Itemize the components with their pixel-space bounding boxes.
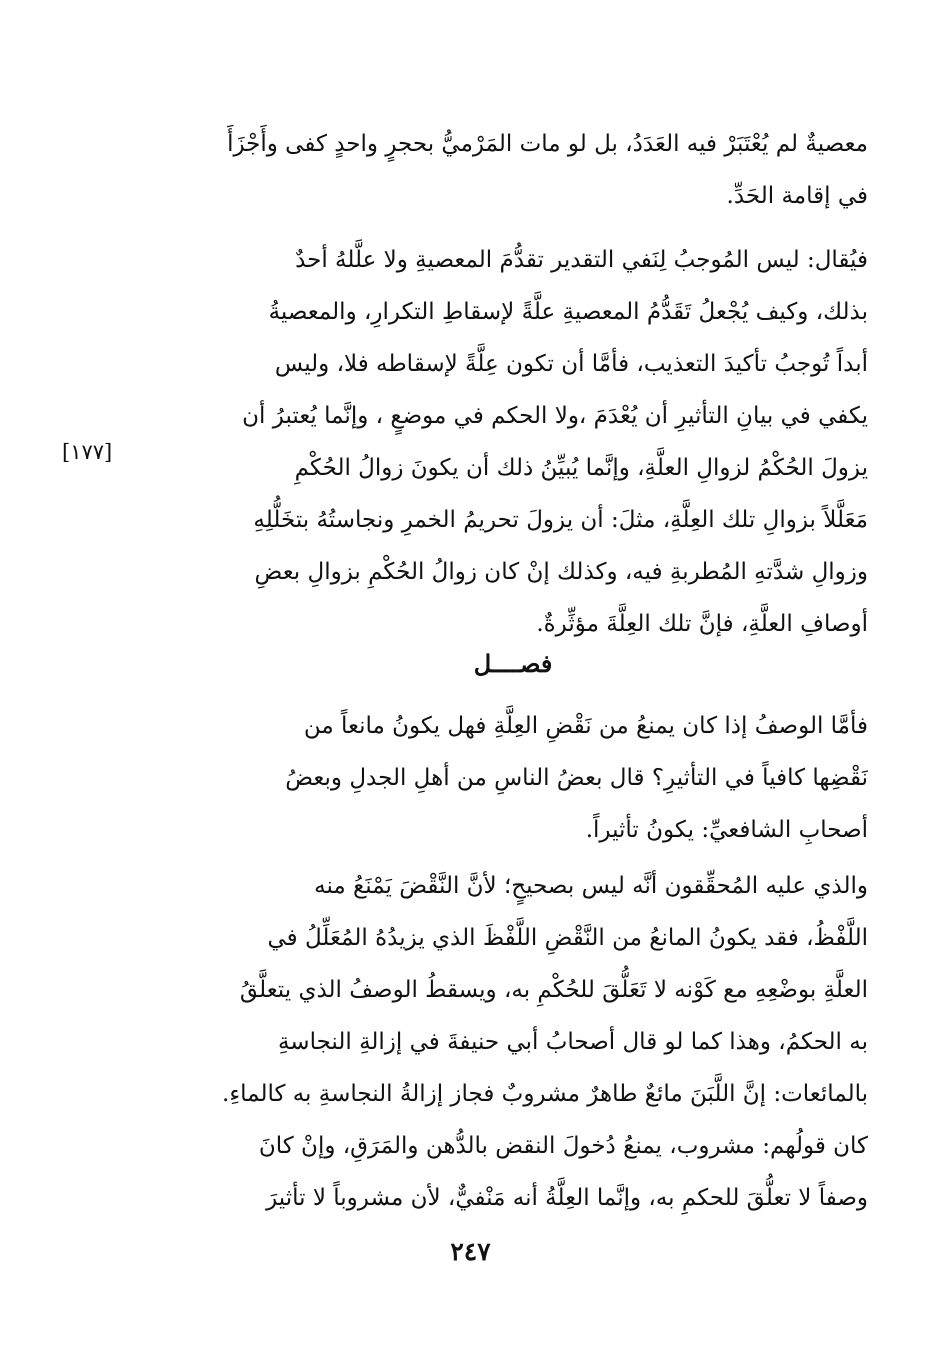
text-line: يكفي في بيانِ التأثيرِ أن يُعْدَمَ ،ولا الحكم في موضعٍ ، وإنَّما يُعتبرُ أن [242,403,868,429]
text-line: كان قولُهم: مشروب، يمنعُ دُخولَ النقض بالدُّهن والمَرَقِ، وإنْ كانَ [258,1133,868,1159]
manuscript-folio-marker: [١٧٧] [62,440,113,464]
text-line: يزولَ الحُكْمُ لزوالِ العلَّةِ، وإنَّما يُبيِّنُ ذلك أن يكونَ زوالُ الحُكْمِ [294,455,868,481]
text-line: مَعَلَّلاً بزوالِ تلك العِلَّةِ، مثلَ: أن يزولَ تحريمُ الخمرِ ونجاستُهُ بتخَلُّلِهِ [253,507,868,533]
paragraph-4 [158,860,868,1224]
text-line: فأمَّا الوصفُ إذا كان يمنعُ من نَقْضِ العِلَّةِ فهل يكونُ مانعاً من [303,713,868,739]
text-line: أبداً تُوجبُ تأكيدَ التعذيب، فأمَّا أن تكون عِلَّةً لإسقاطه فلا، وليس [274,351,868,377]
paragraph-2 [158,234,868,650]
text-line: بذلك، وكيف يُجْعلُ تَقَدُّمُ المعصيةِ علَّةً لإسقاطِ التكرارِ، والمعصيةُ [268,299,868,325]
text-line: أوصافِ العلَّةِ، فإنَّ تلك العِلَّةَ مؤثِّرةٌ. [536,611,868,637]
text-line: وزوالِ شدَّتهِ المُطربةِ فيه، وكذلك إنْ كان زوالُ الحُكْمِ بزوالِ بعضِ [254,559,868,585]
text-line: وصفاً لا تعلُّقَ للحكمِ به، وإنَّما العِلَّةُ أنه مَنْفيٌّ، لأن مشروباً لا تأثيرَ [266,1185,868,1211]
page-number: ٢٤٧ [450,1237,491,1266]
text-line: بالمائعات: إنَّ اللَّبَنَ مائعٌ طاهرٌ مشروبٌ فجاز إزالةُ النجاسةِ به كالماءِ. [222,1081,868,1107]
text-line: في إقامة الحَدِّ. [726,183,868,209]
text-line: العلَّةِ بوضْعِهِ مع كَوْنه لا تَعَلُّقَ للحُكْمِ به، ويسقطُ الوصفُ الذي يتعلَّقُ [239,977,868,1003]
text-line: أصحابِ الشافعيِّ: يكونُ تأثيراً. [585,817,868,843]
text-line: معصيةٌ لم يُعْتَبَرْ فيه العَدَدُ، بل لو مات المَرْميُّ بحجرٍ واحدٍ كفى وأَجْزَأَ [227,131,868,157]
text-line: نَقْضِها كافياً في التأثيرِ؟ قال بعضُ الناسِ من أهلِ الجدلِ وبعضُ [285,765,868,791]
paragraph-1 [158,118,868,222]
text-line: به الحكمُ، وهذا كما لو قال أصحابُ أبي حنيفةَ في إزالةِ النجاسةِ [277,1029,868,1055]
text-line: فيُقال: ليس المُوجبُ لِنَفي التقدير تقدُّمَ المعصيةِ ولا علَّلهُ أحدٌ [295,247,868,273]
section-heading: فصــــل [473,649,553,678]
text-line: اللَّفْظُ، فقد يكونُ المانعُ من النَّقْضِ اللَّفْظَ الذي يزيدُهُ المُعَلِّلُ في [267,925,868,951]
paragraph-3 [158,700,868,856]
text-line: والذي عليه المُحقِّقون أنَّه ليس بصحيحٍ؛ لأنَّ النَّقْضَ يَمْنَعُ منه [314,873,868,899]
